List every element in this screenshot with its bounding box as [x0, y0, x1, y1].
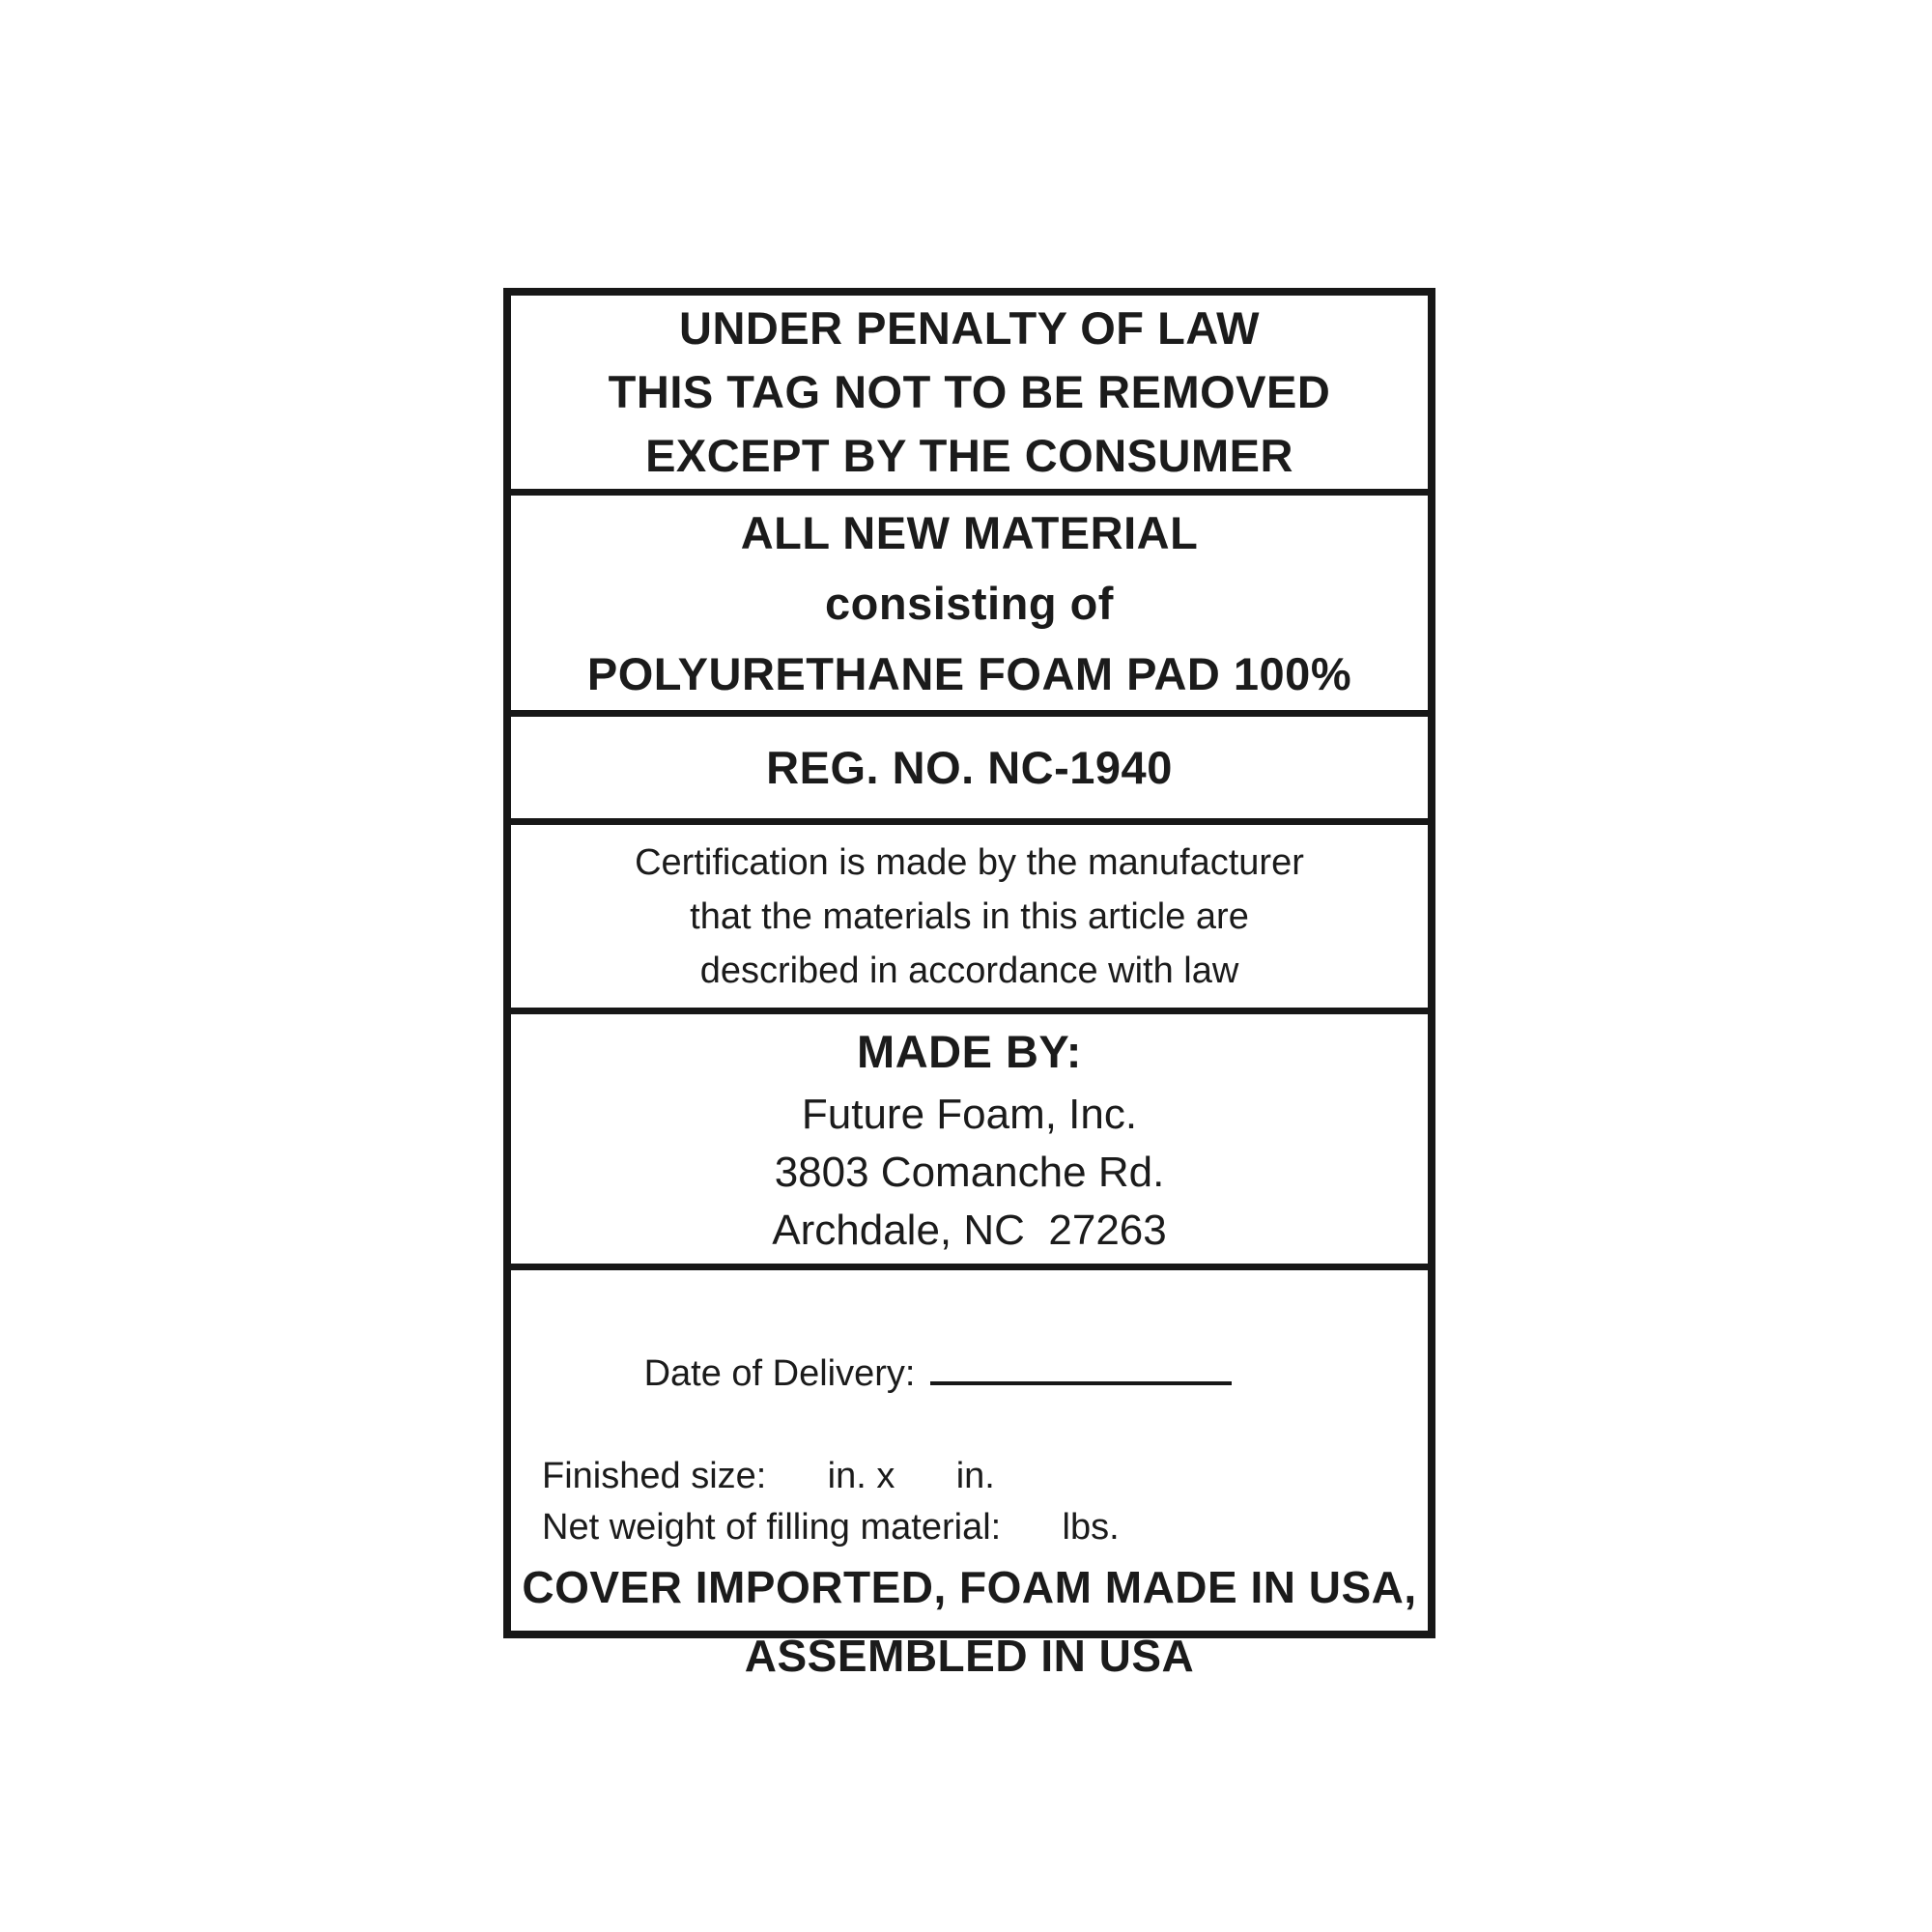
penalty-notice-line-3: EXCEPT BY THE CONSUMER	[645, 430, 1293, 481]
details-section	[511, 1270, 1428, 1702]
material-line-2: consisting of	[825, 577, 1114, 629]
made-by-heading: MADE BY:	[857, 1026, 1082, 1077]
penalty-notice-line-2: THIS TAG NOT TO BE REMOVED	[608, 366, 1331, 417]
penalty-notice-section	[511, 296, 1428, 496]
origin-statement	[511, 1553, 1428, 1702]
material-line-3: POLYURETHANE FOAM PAD 100%	[586, 647, 1352, 699]
certification-line-3: described in accordance with law	[699, 950, 1239, 991]
fill-in-details	[511, 1270, 1428, 1553]
manufacturer-city-state-zip: Archdale, NC 27263	[772, 1207, 1167, 1254]
manufacturer-street: 3803 Comanche Rd.	[774, 1149, 1165, 1196]
certification-line-1: Certification is made by the manufacturer	[635, 841, 1304, 883]
date-of-delivery-label: Date of Delivery:	[643, 1353, 916, 1394]
law-tag-label	[503, 288, 1435, 1681]
certification-section	[511, 825, 1428, 1014]
registration-number: REG. NO. NC-1940	[766, 741, 1173, 793]
date-blank-line	[930, 1372, 1232, 1385]
origin-line-1: COVER IMPORTED, FOAM MADE IN USA,	[522, 1562, 1417, 1612]
manufacturer-name: Future Foam, Inc.	[801, 1091, 1138, 1138]
origin-line-2: ASSEMBLED IN USA	[744, 1631, 1195, 1681]
registration-section	[511, 717, 1428, 825]
net-weight-line: Net weight of filling material: lbs.	[542, 1507, 1120, 1548]
made-by-section	[511, 1014, 1428, 1270]
material-line-1: ALL NEW MATERIAL	[740, 506, 1199, 558]
finished-size-line: Finished size: in. x in.	[542, 1456, 995, 1496]
date-of-delivery-line	[542, 1297, 1428, 1451]
penalty-notice-line-1: UNDER PENALTY OF LAW	[679, 302, 1260, 354]
certification-line-2: that the materials in this article are	[690, 895, 1249, 937]
material-contents-section	[511, 496, 1428, 717]
